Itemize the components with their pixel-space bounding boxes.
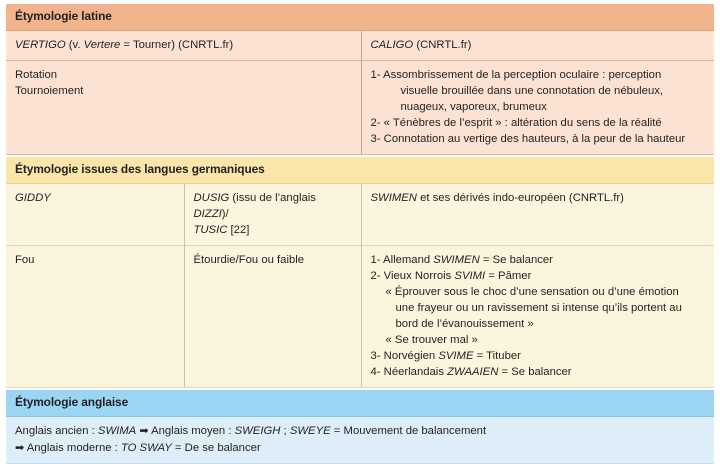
germanic-quote-line-2: une frayeur ou un ravissement si intense qu’ils portent au [395, 302, 682, 315]
caligo-definition-1 [371, 67, 706, 115]
table-row-germanic-definitions [6, 246, 714, 388]
germanic-definition-3-term: SVIME [438, 350, 474, 363]
tusic-reference: [22] [227, 224, 250, 237]
table-etymologie-latine [6, 4, 714, 155]
germanic-quote-line-4: « Se trouver mal » [385, 334, 478, 347]
caligo-definition-1-line-3: nuageux, vaporeux, brumeux [400, 101, 547, 113]
dusig-text-2: )/ [221, 208, 229, 221]
cell-vertigo [6, 30, 361, 60]
table-row-latin-terms [6, 30, 714, 60]
caligo-definition-3: 3- Connotation au vertige des hauteurs, à la peur de la hauteur [370, 133, 686, 146]
term-vertigo: VERTIGO [15, 38, 66, 51]
english-line-1-c: ; [280, 425, 290, 438]
germanic-definition-1 [371, 252, 706, 268]
table-row-germanic-terms [6, 184, 714, 246]
term-dusig: DUSIG [193, 192, 230, 204]
germanic-definition-4-post: = Se balancer [498, 366, 572, 379]
dusig-text-1: (issu de l’anglais [229, 192, 316, 204]
cell-latin-definitions-right [361, 60, 714, 154]
germanic-definition-4-pre: 4- Néerlandais [370, 366, 448, 379]
term-tusic: TUSIC [193, 224, 228, 237]
term-vertere: Vertere [83, 38, 121, 51]
section-header-germanique-label: Étymologie issues des langues germaniques [6, 157, 714, 183]
english-line-1 [15, 423, 705, 440]
english-line-1-b: Anglais moyen : [148, 425, 235, 438]
english-line-2-a: Anglais moderne : [24, 441, 121, 454]
caligo-definition-1-line-1: 1- Assombrissement de la perception oculaire : perception [370, 68, 662, 81]
english-line-2 [15, 440, 705, 457]
germanic-definition-3-pre: 3- Norvégien [370, 350, 439, 363]
english-line-2-b: = De se balancer [171, 441, 261, 454]
germanic-definition-3-post: = Tituber [473, 350, 521, 363]
cell-definition-etourdie: Étourdie/Fou ou faible [184, 246, 361, 388]
germanic-definition-2 [371, 268, 706, 284]
term-swima: SWIMA [97, 425, 137, 438]
germanic-definition-2-pre: 2- Vieux Norrois [370, 270, 455, 283]
definition-rotation: Rotation [15, 68, 58, 81]
vertigo-text-1: (v. [65, 38, 84, 51]
germanic-definition-4 [371, 364, 706, 380]
germanic-definition-1-post: = Se balancer [479, 254, 553, 267]
right-arrow-icon-2: ➡ [15, 441, 25, 454]
cell-giddy [6, 184, 184, 246]
germanic-definition-1-pre: 1- Allemand [370, 254, 434, 267]
cell-dusig-tusic [184, 184, 361, 246]
germanic-quote-line-3: bord de l’évanouissement » [395, 318, 534, 331]
vertigo-text-2: = Tourner) (CNRTL.fr) [120, 38, 234, 51]
term-sweigh: SWEIGH [234, 425, 281, 438]
germanic-definition-3 [371, 348, 706, 364]
term-dizzi: DIZZI [193, 208, 222, 221]
cell-swimen [361, 184, 714, 246]
cell-germanic-definition-list [361, 246, 714, 388]
right-arrow-icon: ➡ [139, 425, 149, 438]
section-header-anglaise-label: Étymologie anglaise [6, 390, 714, 416]
germanic-definition-4-term: ZWAAIEN [447, 366, 499, 379]
germanic-quote-line-1: « Éprouver sous le choc d’une sensation ou d’une émotion [385, 286, 679, 299]
term-caligo: CALIGO [370, 38, 414, 51]
section-header-germanique [6, 157, 714, 183]
cell-caligo [361, 30, 714, 60]
germanic-definition-2-post: = Pâmer [485, 270, 532, 283]
english-line-1-a: Anglais ancien : [15, 425, 98, 438]
section-header-latine-label: Étymologie latine [6, 4, 714, 30]
table-row-latin-definitions [6, 60, 714, 154]
definition-tournoiement: Tournoiement [15, 84, 84, 97]
table-etymologie-germanique [6, 157, 714, 388]
term-to-sway: TO SWAY [120, 441, 172, 454]
term-swimen: SWIMEN [370, 192, 417, 204]
cell-latin-definitions-left [6, 60, 361, 154]
table-etymologie-anglaise [6, 390, 714, 464]
caligo-definition-2: 2- « Ténèbres de l’esprit » : altération du sens de la réalité [370, 117, 662, 130]
english-line-1-d: = Mouvement de balancement [330, 425, 487, 438]
caligo-definition-1-line-2: visuelle brouillée dans une connotation de nébuleux, [400, 84, 664, 97]
term-giddy: GIDDY [15, 192, 51, 204]
section-header-latine [6, 4, 714, 30]
term-sweye: SWEYE [289, 425, 331, 438]
section-header-anglaise [6, 390, 714, 416]
germanic-definition-1-term: SWIMEN [433, 254, 480, 267]
caligo-source: (CNRTL.fr) [413, 38, 472, 51]
germanic-definition-2-term: SVIMI [454, 270, 486, 283]
swimen-source: et ses dérivés indo-européen (CNRTL.fr) [416, 192, 624, 204]
cell-definition-fou: Fou [6, 246, 184, 388]
